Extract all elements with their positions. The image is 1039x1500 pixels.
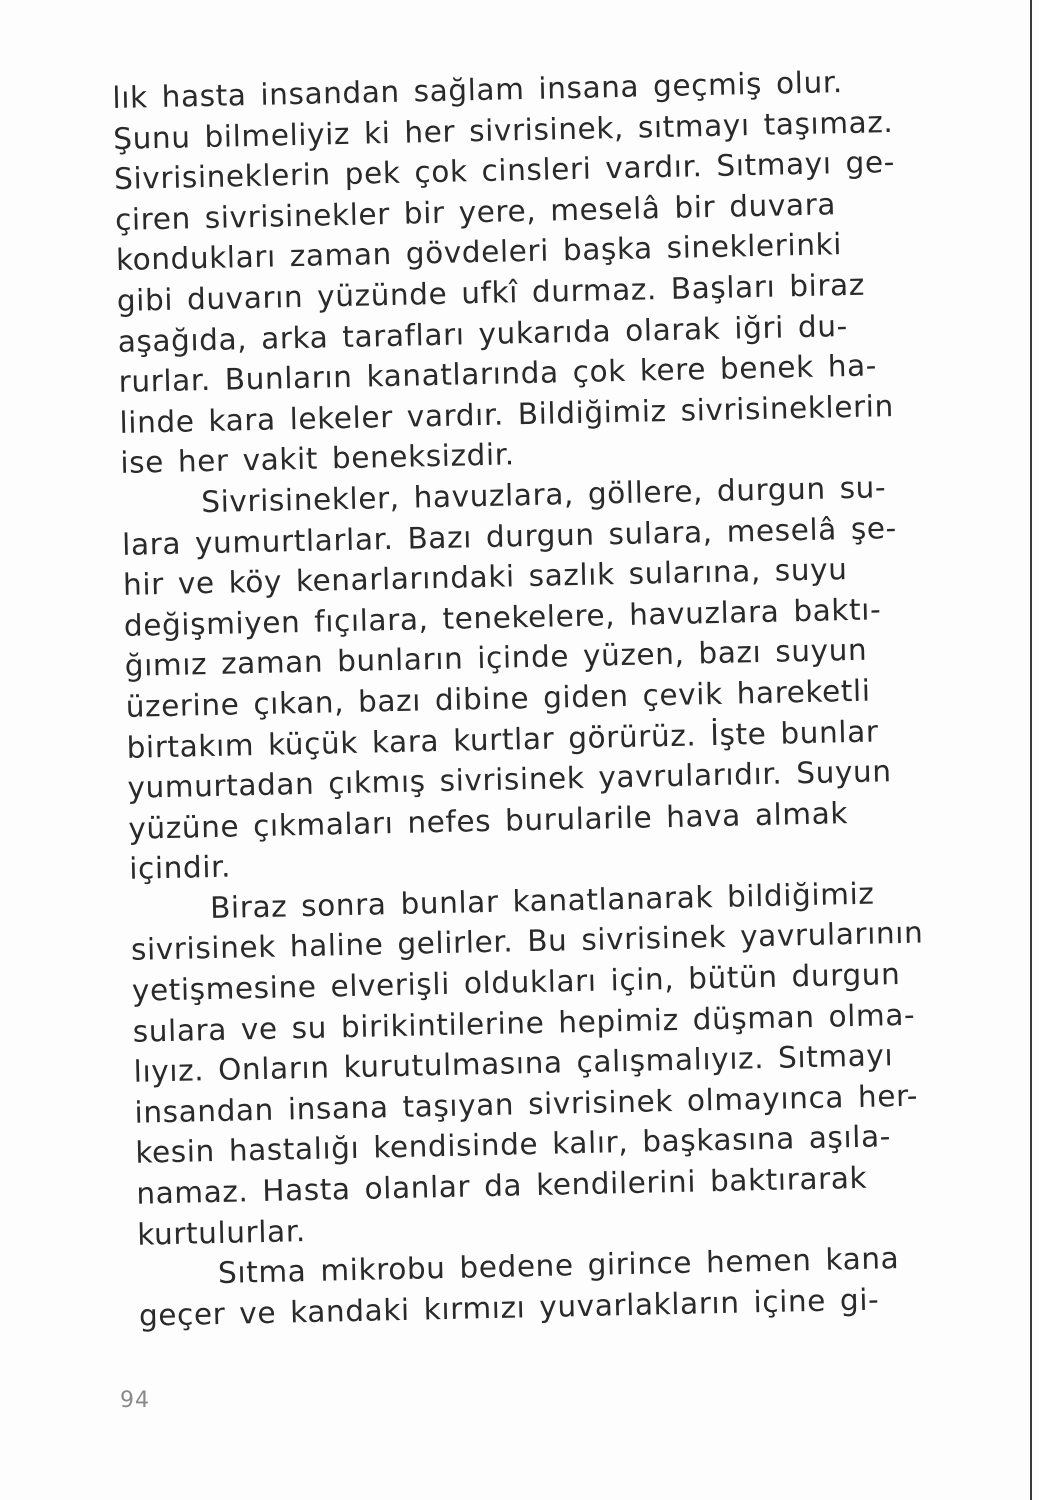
text-line: Şunu bilmeliyiz ki her sivrisinek, sıtmayı taşımaz. <box>112 104 894 156</box>
text-line: kesin hastalığı kendisinde kalır, başkasına aşıla- <box>135 1119 892 1171</box>
text-line: Sivrisineklerin pek çok cinsleri vardır. Sıtmayı ge- <box>113 145 896 197</box>
text-line: gibi duvarın yüzünde ufkî durmaz. Başları biraz <box>116 267 866 318</box>
text-line: lıyız. Onların kurutulmasına çalışmalıyız. Sıtmayı <box>133 1038 894 1090</box>
text-line: ğımız zaman bunların içinde yüzen, bazı suyun <box>124 632 868 684</box>
paragraph-start-line: Biraz sonra bunlar kanatlanarak bildiğimiz <box>209 876 875 925</box>
text-line: yumurtadan çıkmış sivrisinek yavrularıdır. Suyun <box>127 754 892 805</box>
paragraph-start-line: Sıtma mikrobu bedene girince hemen kana <box>217 1241 900 1291</box>
text-line: sivrisinek haline gelirler. Bu sivrisinek yavrularının <box>130 915 924 968</box>
text-line: rurlar. Bunların kanatlarında çok kere benek ha- <box>118 348 878 400</box>
text-line: insandan insana taşıyan sivrisinek olmayınca her- <box>134 1078 919 1130</box>
text-line: geçer ve kandaki kırmızı yuvarlakların içine gi- <box>138 1282 880 1333</box>
page-number: 94 <box>120 1388 150 1413</box>
text-line: içindir. <box>128 849 232 887</box>
body-text <box>112 59 1009 1336</box>
text-line: kurtulurlar. <box>136 1213 307 1252</box>
text-line: hir ve köy kenarlarındaki sazlık sularına, suyu <box>122 552 848 603</box>
paragraph-start-line: Sivrisinekler, havuzlara, göllere, durgun su- <box>200 470 887 520</box>
text-line: sulara ve su birikintilerine hepimiz düşman olma- <box>132 997 916 1049</box>
page-edge-line <box>1030 0 1032 1500</box>
text-line: namaz. Hasta olanlar da kendilerini baktırarak <box>135 1160 868 1211</box>
text-line: lık hasta insandan sağlam insana geçmiş olur. <box>112 65 844 115</box>
text-line: değişmiyen fıçılara, tenekelere, havuzlara baktı- <box>123 592 882 643</box>
text-line: aşağıda, arka tarafları yukarıda olarak iğri du- <box>117 308 849 359</box>
text-line: yüzüne çıkmaları nefes burularile hava almak <box>128 795 849 846</box>
text-line: lara yumurtlarlar. Bazı durgun sulara, meselâ şe- <box>121 510 898 562</box>
text-line: yetişmesine elverişli oldukları için, bütün durgun <box>131 957 901 1008</box>
text-line: ise her vakit beneksizdir. <box>120 437 516 481</box>
text-line: üzerine çıkan, bazı dibine giden çevik hareketli <box>125 673 871 724</box>
text-line: linde kara lekeler vardır. Bildiğimiz sivrisineklerin <box>119 388 895 440</box>
text-line: birtakım küçük kara kurtlar görürüz. İşte bunlar <box>126 713 879 765</box>
text-line: çiren sivrisinekler bir yere, meselâ bir duvara <box>114 187 837 237</box>
text-line: kondukları zaman gövdeleri başka sineklerinki <box>115 227 843 278</box>
